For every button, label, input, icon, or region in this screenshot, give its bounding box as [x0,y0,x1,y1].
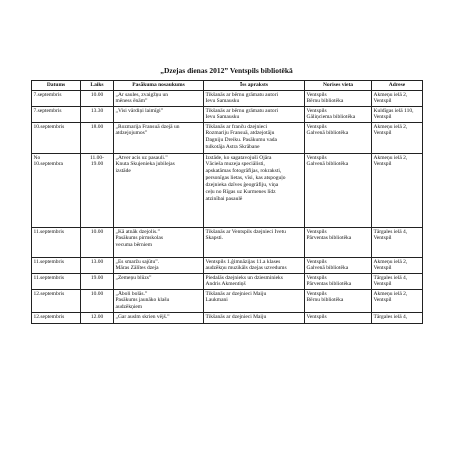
cell-venue-line: Ventspils [306,258,327,265]
cell-event-line: atdzejojumos” [115,130,148,137]
cell-date-line: 10.septembra [33,161,63,168]
cell-date-line: 11.septembris [33,258,64,265]
cell-date [32,154,81,228]
cell-event-line: „Rozmarija Fransuā dzejā un [115,123,180,130]
cell-description [204,154,305,228]
cell-date [32,228,81,258]
cell-venue-line: Pārventas bibliotēka [306,235,352,242]
cell-address [372,313,423,324]
cell-time-line: 13.30 [90,107,104,114]
table-row [32,258,423,274]
cell-event [114,290,204,313]
cell-description-line: personīgas lietas, vīsi, kas atspoguļo [205,175,286,182]
cell-event-line: mēness ēnām” [115,98,148,105]
column-header-address: Adrese [372,81,423,91]
cell-address [372,258,423,274]
cell-description-line: tulkotāja Astra Skrābane [205,144,260,151]
cell-address [372,274,423,290]
column-header-description: Īss apraksts [204,81,305,91]
cell-description [204,123,305,154]
cell-time-line: 10.00 [90,91,104,98]
cell-date [32,107,81,123]
cell-description-line: Dagniju Dreiku. Pasākumu vada [205,137,277,144]
cell-description [204,228,305,258]
cell-address-line: Ventspil [373,130,392,137]
column-header-time: Laiks [81,81,114,91]
cell-time-line: 19.00 [90,161,104,168]
cell-address-line: Kuldīgas ielā 110, [373,107,414,114]
cell-time [81,91,114,107]
cell-address [372,107,423,123]
cell-description-line: Ventspils 1.ģimnāzijas 11.a klases [205,258,281,265]
column-header-venue: Norises vieta [305,81,372,91]
cell-event-line: vecuma bērniem [115,242,152,249]
cell-event [114,274,204,290]
cell-venue [305,154,372,228]
cell-venue-line: Ventspils [306,290,327,297]
cell-time-line: 11.00- [89,154,104,161]
cell-venue-line: Ventspils [306,154,327,161]
cell-date-line: 7.septembris [33,91,62,98]
cell-venue [305,123,372,154]
table-header-row [32,81,423,91]
cell-address-line: Ventspil [373,114,392,121]
cell-description-line: Ievu Samausku [205,98,240,105]
cell-venue-line: Ventspils [306,274,327,281]
cell-time [81,274,114,290]
cell-description [204,91,305,107]
cell-time-line: 12.00 [90,313,104,320]
cell-event-line: Māras Zālītes dzeja [115,265,159,272]
cell-date [32,123,81,154]
cell-description-line: dzejnieka dzīves ģeogrāfiju, viņa [205,182,279,189]
cell-address-line: Tārgales ielā 4, [373,313,408,320]
cell-description-line: Tikšanās ar dzejnieci Maiju [205,290,267,297]
cell-date-line: No [33,154,41,161]
table-row [32,107,423,123]
cell-description [204,274,305,290]
cell-event-line: Pasākums jaunāko klašu [115,297,170,304]
cell-address-line: Akmeņu ielā 2, [373,290,408,297]
cell-event-line: „Ar saules, zvaigžņu un [115,91,169,98]
cell-venue [305,274,372,290]
cell-address-line: Akmeņu ielā 2, [373,123,408,130]
cell-time [81,154,114,228]
cell-event-line: „Atver acis uz pasauli.” [115,154,168,161]
cell-address-line: Ventspil [373,98,392,105]
column-header-date: Datums [32,81,81,91]
cell-time-line: 19.00 [90,274,104,281]
cell-description [204,107,305,123]
cell-time-line: 10.00 [90,290,104,297]
cell-event-line: „Kā atnāk dzejolis.” [115,228,160,235]
cell-event-line: „Zemeņu blūzs” [115,274,152,281]
cell-address-line: Akmeņu ielā 2, [373,154,408,161]
cell-venue-line: Galvenā bibliotēka [306,130,349,137]
cell-description-line: atzinībai pasaulē [205,195,243,202]
cell-time-line: 13.00 [90,258,104,265]
cell-address-line: Ventspil [373,297,392,304]
cell-date [32,274,81,290]
cell-venue-line: Gāliņciema bibliotēka [306,114,356,121]
cell-event [114,154,204,228]
cell-event [114,123,204,154]
table-row [32,123,423,154]
cell-event-line: „Es smaržu sajūtu”. [115,258,160,265]
cell-event-line: „Gar auslm skrien vējš.” [115,313,170,320]
cell-venue [305,290,372,313]
cell-description-line: ceļu no Rīgas uz Kurmenes līdz [205,189,276,196]
cell-time [81,258,114,274]
cell-venue-line: Ventspils [306,91,327,98]
cell-time [81,123,114,154]
cell-venue-line: Bērnu bibliotēka [306,98,344,105]
cell-description-line: Piedalās dzejnieks un dziesminieks [205,274,283,281]
cell-description-line: audzēkņu muzikāls dzejas uzvedums [205,265,287,272]
cell-venue-line: Galvenā bibliotēka [306,161,349,168]
cell-description [204,290,305,313]
cell-venue [305,228,372,258]
cell-venue [305,258,372,274]
table-row [32,154,423,228]
table-row [32,313,423,324]
cell-address-line: Ventspil [373,161,392,168]
cell-venue [305,107,372,123]
cell-date [32,313,81,324]
cell-venue-line: Bērnu bibliotēka [306,297,344,304]
table-row [32,228,423,258]
cell-event-line: Pasākums pirmskolas [115,235,164,242]
cell-date-line: 7.septembris [33,107,62,114]
table-row [32,91,423,107]
cell-address [372,123,423,154]
cell-venue-line: Pārventas bibliotēka [306,281,352,288]
cell-date-line: 10.septembris [33,123,65,130]
cell-description-line: Laukmani [205,297,228,304]
cell-description-line: Izstāde, ko sagatavojuši Ojāra [205,154,272,161]
column-header-event: Pasākuma nosaukums [114,81,204,91]
cell-description [204,313,305,324]
cell-time [81,107,114,123]
cell-address-line: Akmeņu ielā 2, [373,91,408,98]
cell-address [372,228,423,258]
cell-address-line: Ventspil [373,281,392,288]
cell-event-line: Knuta Skujenieka jubilejas [115,161,175,168]
cell-event-line: „Visi vārdiņi laimīgi” [115,107,164,114]
cell-description-line: Tikšanās ar franču dzejnieci [205,123,268,130]
cell-date-line: 12.septembris [33,313,65,320]
cell-time-line: 10.00 [90,228,104,235]
cell-address [372,154,423,228]
cell-event [114,258,204,274]
cell-address-line: Ventspil [373,265,392,272]
cell-event-line: izstāde [115,168,131,175]
cell-date [32,258,81,274]
schedule-table [31,80,423,324]
cell-date-line: 12.septembris [33,290,65,297]
cell-time [81,313,114,324]
cell-venue-line: Ventspils [306,107,327,114]
cell-description-line: Tikšanās ar bērnu grāmatu autori [205,91,279,98]
cell-address [372,290,423,313]
cell-description [204,258,305,274]
cell-venue-line: Ventspils [306,228,327,235]
cell-date-line: 11.septembris [33,228,64,235]
page-title: „Dzejas dienas 2012” Ventspils bibliotēkā [160,66,293,75]
cell-venue [305,91,372,107]
cell-address-line: Akmeņu ielā 2, [373,258,408,265]
cell-time [81,228,114,258]
table-row [32,290,423,313]
cell-event [114,107,204,123]
cell-address-line: Tārgales ielā 4, [373,228,408,235]
cell-description-line: Tikšanās ar bērnu grāmatu autori [205,107,279,114]
cell-date [32,91,81,107]
cell-address-line: Tārgales ielā 4, [373,274,408,281]
table-row [32,274,423,290]
cell-description-line: Rozmariju Fransuā, atdzejotāju [205,130,275,137]
cell-venue-line: Ventspils [306,313,327,320]
cell-venue [305,313,372,324]
cell-description-line: Ievu Samausku [205,114,240,121]
cell-address [372,91,423,107]
cell-time [81,290,114,313]
cell-venue-line: Ventspils [306,123,327,130]
cell-event [114,313,204,324]
cell-description-line: Andris Akmentiņš [205,281,246,288]
cell-event-line: audzēkņiem [115,304,143,311]
cell-description-line: apskatāmas fotogrāfijas, rokraksti, [205,168,282,175]
cell-time-line: 18.00 [90,123,104,130]
cell-venue-line: Galvenā bibliotēka [306,265,349,272]
cell-date-line: 11.septembris [33,274,64,281]
cell-event [114,91,204,107]
cell-event-line: „Āboli bolās.” [115,290,148,297]
cell-description-line: Tikšanās ar Ventspils dzejnieci Ivetu [205,228,286,235]
cell-description-line: Tikšanās ar dzejnieci Maiju [205,313,267,320]
cell-description-line: Skapsti. [205,235,224,242]
cell-address-line: Ventspil [373,235,392,242]
cell-description-line: Vācieša muzeja speciālisti, [205,161,265,168]
cell-event [114,228,204,258]
cell-date [32,290,81,313]
